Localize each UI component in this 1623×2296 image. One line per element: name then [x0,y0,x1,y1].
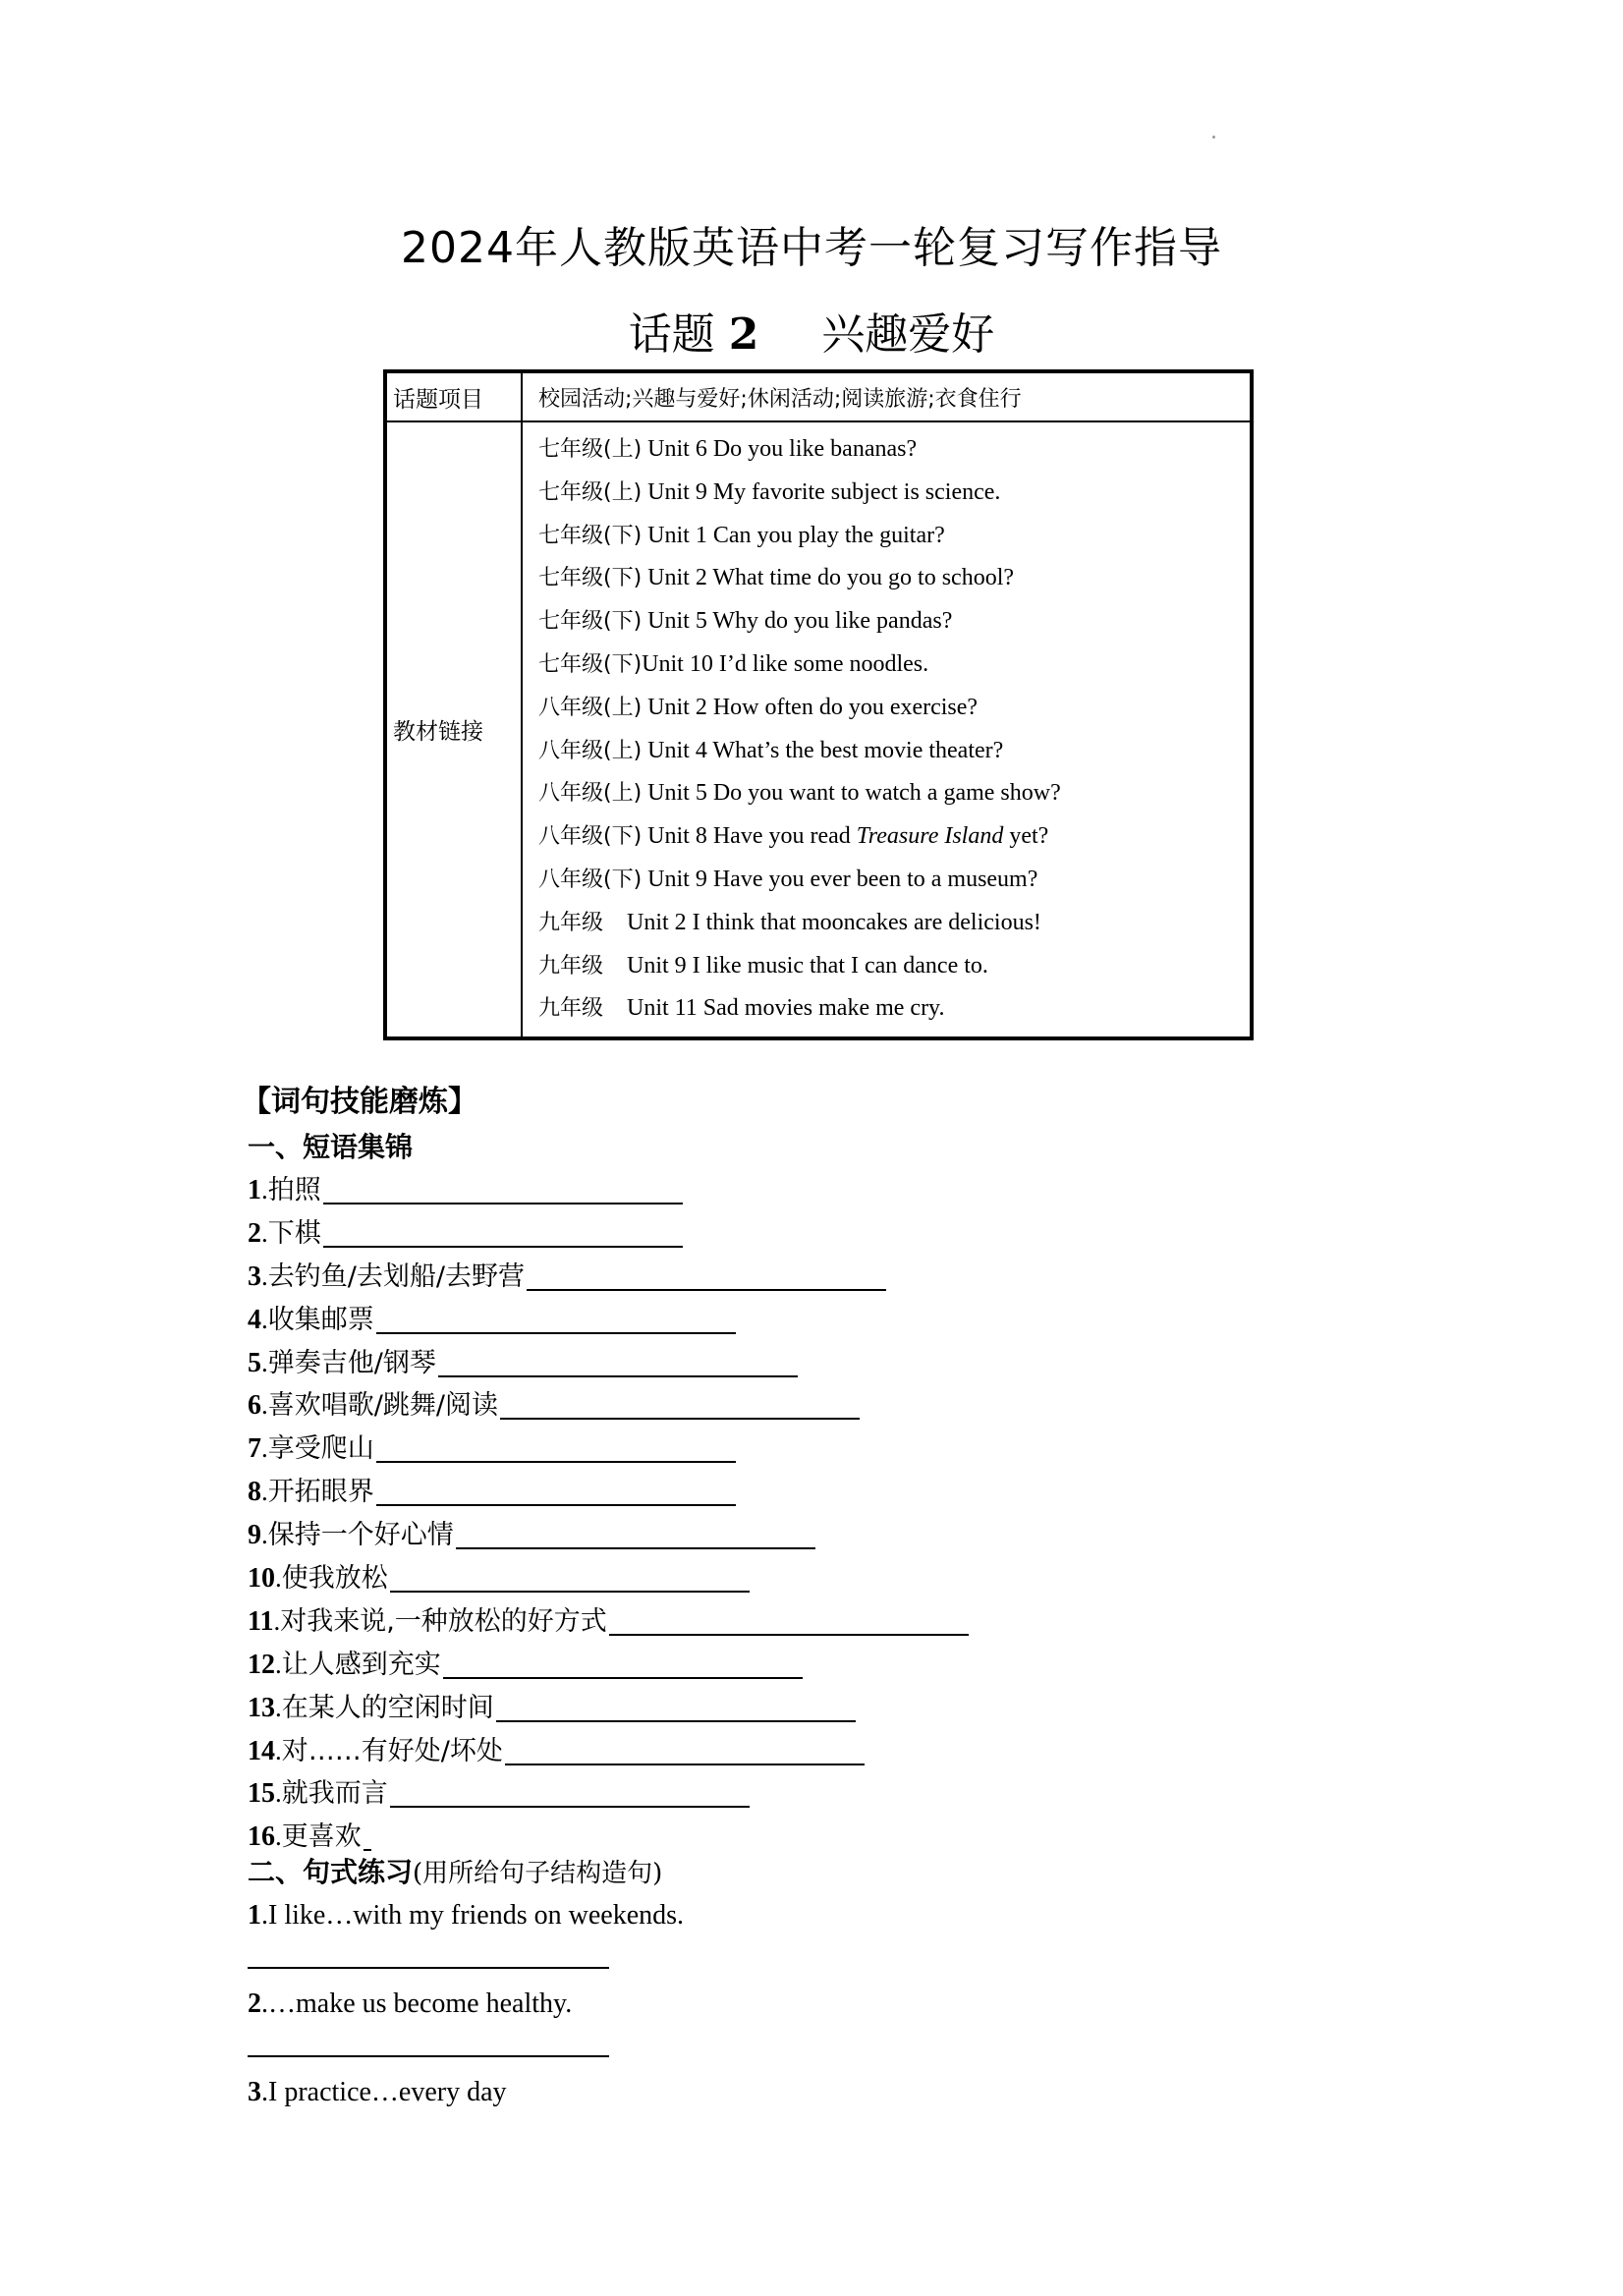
answer-blank[interactable] [505,1764,865,1765]
answer-blank[interactable] [438,1375,798,1377]
link-item: 九年级 Unit 11 Sad movies make me cry. [538,995,945,1022]
list-item: 4.收集邮票 [248,1299,969,1342]
list-item: 9.保持一个好心情 [248,1514,969,1557]
answer-blank[interactable] [323,1246,683,1248]
answer-line[interactable] [248,1967,609,1969]
part2-title: 二、句式练习(用所给句子结构造句) [248,1856,663,1888]
answer-blank[interactable] [527,1289,886,1291]
topic-row [385,371,1252,421]
list-item: 2.…make us become healthy. [248,1988,573,2019]
answer-line[interactable] [248,2055,609,2057]
topic-subtitle [0,299,1623,362]
scan-speck [1212,136,1215,139]
list-item: 11.对我来说,一种放松的好方式 [248,1600,969,1644]
list-item: 6.喜欢唱歌/跳舞/阅读 [248,1384,969,1428]
answer-blank[interactable] [323,1203,683,1204]
topic-table [383,369,1254,1040]
link-item: 八年级(下) Unit 9 Have you ever been to a museum? [538,866,1038,892]
list-item: 12.让人感到充实 [248,1644,969,1687]
answer-blank[interactable] [496,1720,856,1722]
link-item: 八年级(上) Unit 2 How often do you exercise? [538,694,979,720]
answer-blank[interactable] [376,1332,736,1334]
link-item: 七年级(下) Unit 2 What time do you go to school? [538,565,1015,591]
list-item: 1.拍照 [248,1169,969,1212]
link-item: 七年级(下)Unit 10 I’d like some noodles. [538,650,929,677]
list-item: 2.下棋 [248,1212,969,1256]
list-item: 15.就我而言 [248,1772,969,1816]
link-item: 九年级 Unit 2 I think that mooncakes are delicious! [538,909,1041,935]
link-item: 七年级(上) Unit 6 Do you like bananas? [538,436,918,462]
list-item: 1.I like…with my friends on weekends. [248,1900,685,1931]
list-item: 10.使我放松 [248,1557,969,1600]
sentence-list [248,1894,684,2114]
link-item: 七年级(上) Unit 9 My favorite subject is science. [538,478,1001,505]
link-item: 八年级(上) Unit 4 What’s the best movie theater? [538,737,1004,763]
answer-blank[interactable] [376,1461,736,1463]
subtitle-number: 2 [728,309,759,360]
links-row [385,421,1252,1038]
list-item: 14.对……有好处/坏处 [248,1730,969,1773]
phrase-list [248,1169,969,1859]
link-item: 九年级 Unit 9 I like music that I can dance to. [538,952,988,979]
topic-label: 话题项目 [385,371,522,421]
list-item: 16.更喜欢 [248,1816,969,1859]
list-item: 8.开拓眼界 [248,1471,969,1514]
part2-note: (用所给句子结构造句) [413,1859,663,1888]
links-list [522,421,1252,1038]
part1-title: 一、短语集锦 [248,1131,414,1163]
answer-blank[interactable] [609,1634,969,1636]
list-item: 3.I practice…every day [248,2077,507,2107]
answer-blank[interactable] [390,1806,750,1808]
list-item: 3.去钓鱼/去划船/去野营 [248,1256,969,1299]
list-item: 5.弹奏吉他/钢琴 [248,1342,969,1385]
subtitle-topic: 兴趣爱好 [821,309,995,360]
subtitle-prefix: 话题 [628,309,715,360]
answer-blank[interactable] [376,1504,736,1506]
link-item: 八年级(下) Unit 8 Have you read Treasure Island yet? [538,823,1049,850]
answer-blank[interactable] [500,1418,860,1420]
list-item: 7.享受爬山 [248,1428,969,1471]
document-title: 2024年人教版英语中考一轮复习写作指导 [401,223,1222,273]
links-label: 教材链接 [385,421,522,1038]
answer-blank[interactable] [390,1591,750,1593]
topic-value: 校园活动;兴趣与爱好;休闲活动;阅读旅游;衣食住行 [538,386,1022,412]
list-item: 13.在某人的空闲时间 [248,1687,969,1730]
link-item: 七年级(下) Unit 5 Why do you like pandas? [538,608,953,635]
answer-blank[interactable] [456,1547,815,1549]
link-item: 八年级(上) Unit 5 Do you want to watch a game show? [538,780,1061,807]
answer-blank[interactable] [443,1677,803,1679]
link-item: 七年级(下) Unit 1 Can you play the guitar? [538,522,945,548]
section-heading: 【词句技能磨炼】 [242,1085,477,1119]
